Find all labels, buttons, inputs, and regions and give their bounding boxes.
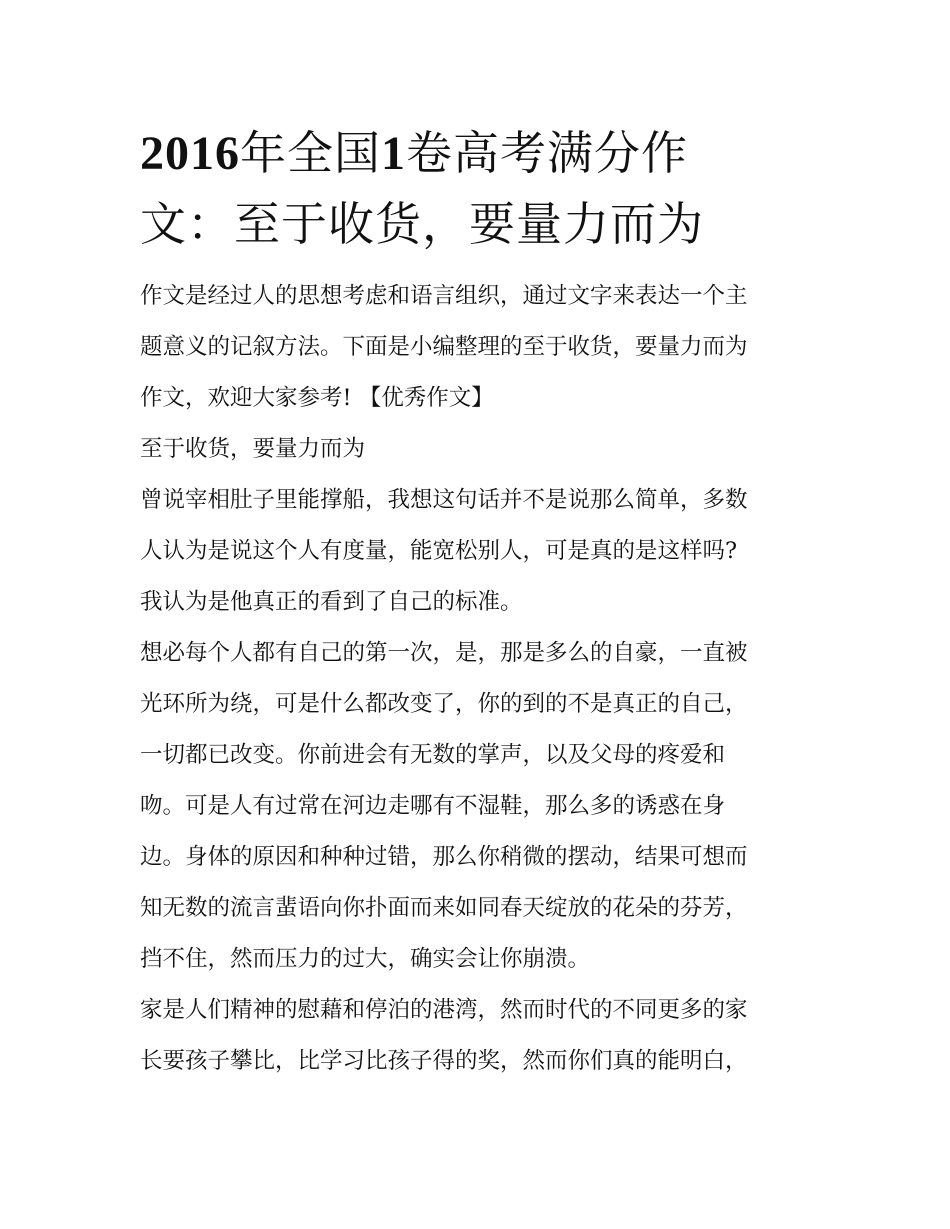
document-page — [140, 118, 820, 1087]
text-line: 我认为是他真正的看到了自己的标准。 — [140, 589, 523, 615]
text-line: 作文，欢迎大家参考! 【优秀作文】 — [140, 385, 494, 411]
title-text-b: 卷高考满分作 — [406, 126, 688, 180]
paragraph-subtitle — [140, 424, 820, 475]
text-line: 想必每个人都有自己的第一次，是，那是多么的自豪，一直被 — [140, 640, 748, 666]
paragraph-intro — [140, 271, 820, 424]
text-line: 人认为是说这个人有度量，能宽松别人，可是真的是这样吗? — [140, 538, 738, 564]
page-title — [140, 118, 820, 259]
text-line: 一切都已改变。你前进会有无数的掌声，以及父母的疼爱和 — [140, 742, 726, 768]
text-line: 边。身体的原因和种种过错，那么你稍微的摆动，结果可想而 — [140, 844, 748, 870]
text-line: 挡不住，然而压力的过大，确实会让你崩溃。 — [140, 946, 591, 972]
text-line: 吻。可是人有过常在河边走哪有不湿鞋，那么多的诱惑在身 — [140, 793, 726, 819]
text-line: 作文是经过人的思想考虑和语言组织，通过文字来表达一个主 — [140, 283, 748, 309]
text-line: 光环所为绕，可是什么都改变了，你的到的不是真正的自己， — [140, 691, 748, 717]
title-year: 2016 — [140, 127, 240, 180]
paragraph-3 — [140, 985, 820, 1087]
title-number: 1 — [381, 127, 406, 180]
text-line: 知无数的流言蜚语向你扑面而来如同春天绽放的花朵的芬芳， — [140, 895, 748, 921]
text-line: 曾说宰相肚子里能撑船，我想这句话并不是说那么简单，多数 — [140, 487, 748, 513]
text-line: 长要孩子攀比，比学习比孩子得的奖，然而你们真的能明白， — [140, 1048, 748, 1074]
text-line: 至于收货，要量力而为 — [140, 436, 366, 462]
text-line: 题意义的记叙方法。下面是小编整理的至于收货，要量力而为 — [140, 334, 748, 360]
article-body — [140, 271, 820, 1087]
text-line: 家是人们精神的慰藉和停泊的港湾，然而时代的不同更多的家 — [140, 997, 748, 1023]
title-line-1 — [140, 118, 820, 189]
title-line-2: 文：至于收货，要量力而为 — [140, 197, 704, 251]
title-text-a: 年全国 — [240, 126, 381, 180]
paragraph-1 — [140, 475, 820, 628]
paragraph-2 — [140, 628, 820, 985]
